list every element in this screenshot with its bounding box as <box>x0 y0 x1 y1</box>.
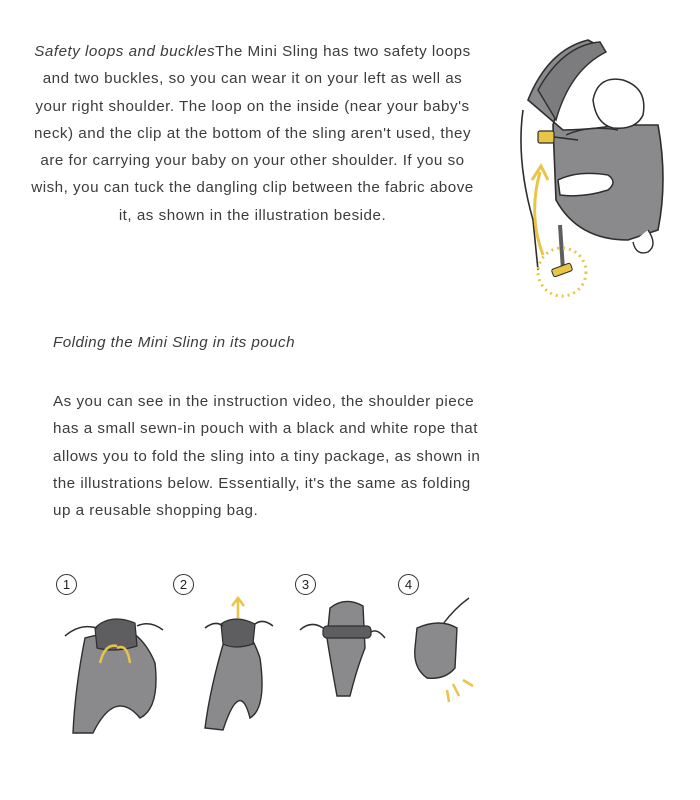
intro-paragraph <box>30 38 475 229</box>
step-3-illustration <box>300 601 385 696</box>
baby-head <box>593 79 644 128</box>
step-3-band <box>323 626 371 638</box>
step-2-arrow-icon <box>232 598 244 618</box>
step-4-illustration <box>415 598 473 702</box>
step-number-4: 4 <box>398 574 419 595</box>
step-number-1: 1 <box>56 574 77 595</box>
folding-paragraph: As you can see in the instruction video, the shoulder piece has a small sewn-in pouch with a black and white rope that allows you to fold the sling into a tiny package, as shown in the illustrations below. Essentially, it's the same as folding up a reusable shopping bag. <box>53 393 481 520</box>
step-3-sling <box>327 601 365 696</box>
folding-title: Folding the Mini Sling in its pouch <box>53 334 295 351</box>
step-4-drawstring-icon <box>443 598 469 624</box>
dangling-strap <box>560 225 563 270</box>
intro-text: The Mini Sling has two safety loops and two buckles, so you can wear it on your left as well as your right shoulder. The loop on the inside (near your baby's neck) and the clip at the bottom of the sling aren't used, they are for carrying your baby on your other shoulder. If you so wish, you can tuck the dangling clip between the fabric above it, as shown in the illustration beside. <box>31 43 474 224</box>
step-4-pouch <box>415 623 457 678</box>
buckle-icon <box>538 131 554 143</box>
step-2-pouch <box>221 619 255 647</box>
step-4-sparkle-icon <box>447 680 473 702</box>
folding-steps <box>45 568 485 758</box>
intro-title: Safety loops and buckles <box>34 43 216 60</box>
step-illustrations <box>45 568 485 758</box>
step-1-illustration <box>65 619 163 733</box>
step-number-3: 3 <box>295 574 316 595</box>
step-number-2: 2 <box>173 574 194 595</box>
sling-buckle-illustration <box>508 30 688 310</box>
step-2-illustration <box>205 598 273 730</box>
